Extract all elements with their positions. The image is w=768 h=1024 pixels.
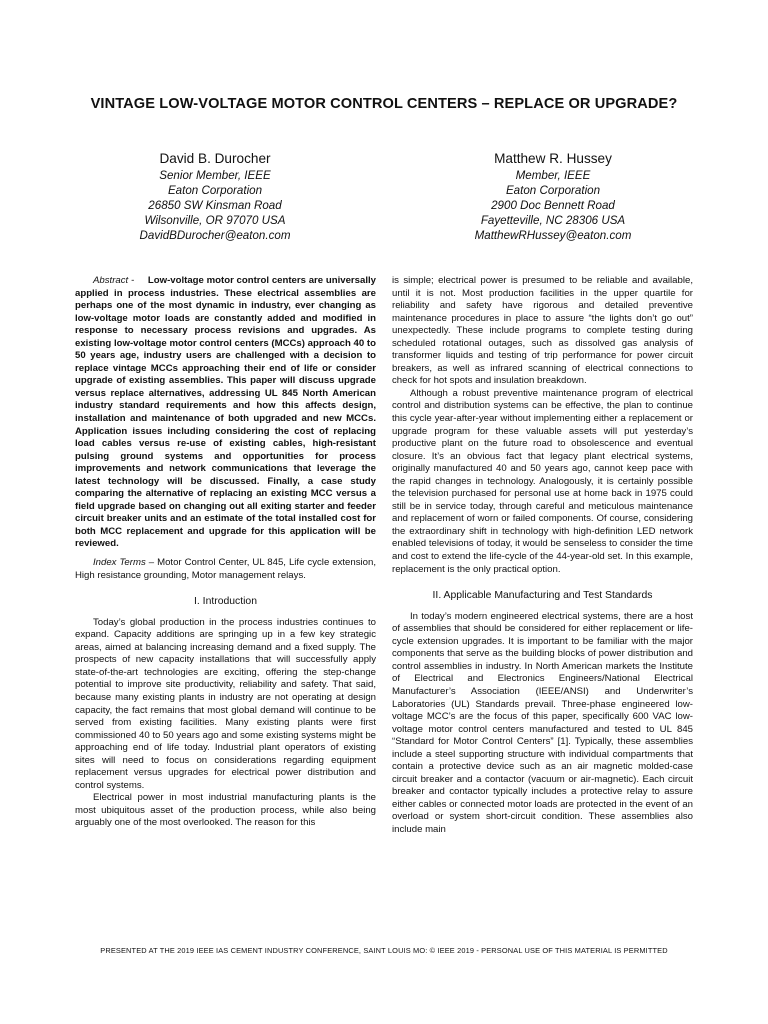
author-name: David B. Durocher <box>159 151 271 166</box>
left-column <box>75 275 376 830</box>
abstract-label: Abstract - <box>93 275 135 286</box>
author-city: Fayetteville, NC 28306 USA <box>480 214 626 228</box>
author-city: Wilsonville, OR 97070 USA <box>144 214 286 228</box>
section-heading-standards: II. Applicable Manufacturing and Test Standards <box>432 590 653 602</box>
author-street: 2900 Doc Bennett Road <box>491 199 615 213</box>
author-email: DavidBDurocher@eaton.com <box>139 229 291 243</box>
section-heading-introduction: I. Introduction <box>194 596 257 608</box>
body-paragraph: Electrical power in most industrial manufacturing plants is the most ubiquitous asset of the production process, while also being arguably one of the most overlooked. The reason for this <box>75 792 376 829</box>
conference-footer: PRESENTED AT THE 2019 IEEE IAS CEMENT INDUSTRY CONFERENCE, SAINT LOUIS MO: © IEEE 2019 - PERSONAL USE OF THIS MATERIAL IS PERMITTED <box>100 946 668 955</box>
body-paragraph: is simple; electrical power is presumed to be reliable and available, until it is not. Most production facilities in the upper quartile for reliability and safety have rigorous and detailed preventive maintenance procedures in place to assure “the lights don’t go out” unexpectedly. These include programs to complete testing during scheduled rotational outages, such as dissolved gas analysis of transformer liquids and testing of trip performance for power circuit breakers, as well as infrared scanning of electrical connections to check for hot spots and insulation breakdown. <box>392 275 693 387</box>
author-membership: Member, IEEE <box>515 169 591 182</box>
abstract <box>75 275 376 551</box>
body-paragraph: In today’s modern engineered electrical systems, there are a host of assemblies that should be considered for either replacement or life-cycle extension upgrades. It is important to be familiar with the major components that serve as the building blocks of power distribution and control assemblies in industry. In North American markets the Institute of Electrical and Electronics Engineers/National Electrical Manufacturer’s Association (IEEE/ANSI) and Underwriter’s Laboratories (UL) Standards prevail. Three-phase engineered low-voltage MCC’s are the focus of this paper, specifically 600 VAC low-voltage motor control centers manufactured and tested to UL 845 “Standard for Motor Control Centers” [1]. Typically, these assemblies include a steel supporting structure with individual compartments that contain a protective device such as an air magnetic molded-case circuit breaker and a contactor (vacuum or air-magnetic). Each circuit breaker and contactor typically includes a protective relay to assure either cables or connected motor loads are protected in the event of an overload or system short-circuit condition. These assemblies also include main <box>392 610 693 835</box>
author-email: MatthewRHussey@eaton.com <box>474 229 632 243</box>
index-terms <box>75 557 376 582</box>
index-terms-label: Index Terms <box>93 557 146 569</box>
author-street: 26850 SW Kinsman Road <box>148 199 282 213</box>
author-block-right <box>428 150 678 243</box>
body-paragraph: Although a robust preventive maintenance program of electrical control and distribution systems can be effective, the plan to continue this cycle year-after-year without implementing either a replacement or upgrade program for these valuable assets will put yesterday’s productive plant on the future road to obsolescence and eventual closure. It’s an obvious fact that legacy plant electrical systems, originally manufactured 40 and 50 years ago, cannot keep pace with the rapid changes in technology. Analogously, it is certainly possible the television purchased for personal use at home back in 1975 could still be in service today, through careful and meticulous maintenance and replacement of worn or failed components. Of course, considering the extraordinary shift in technology with high-definition LED network enabled televisions of today, it would be senseless to consider the time and cost to extend the life-cycle of the 44-year-old set. In this example, replacement is the only practical option. <box>392 387 693 575</box>
right-column <box>392 275 693 837</box>
paper-title: VINTAGE LOW-VOLTAGE MOTOR CONTROL CENTERS – REPLACE OR UPGRADE? <box>90 96 678 112</box>
index-terms-text: – Motor Control Center, UL 845, Life cycle extension, High resistance grounding, Motor management relays. <box>75 557 376 581</box>
abstract-text: Low-voltage motor control centers are universally applied in process industries. These electrical assemblies are perhaps one of the most dynamic in industry, ever changing as low-voltage motor loads are constantly added and modified in response to necessary process revisions and upgrades. As existing low-voltage motor control centers (MCCs) approach 40 to 50 years age, industry users are challenged with a decision to replace vintage MCCs approaching their end of life or consider upgrade of existing assemblies. This paper will discuss upgrade versus replace alternatives, addressing UL 845 North American industry standard requirements and how this affects design, installation and maintenance of both upgraded and new MCCs. Application issues including considering the cost of replacing load cables versus re-use of existing cables, high-resistant pulsing ground systems and opportunities for process improvements and network communications that leverage the latest technology will be discussed. Finally, a case study comparing the alternative of replacing an existing MCC versus a field upgrade based on changing out all exiting starter and feeder circuit breaker units and an estimate of the total installed cost for both MCC replacement and upgrade for this application will be reviewed. <box>75 275 376 550</box>
author-membership: Senior Member, IEEE <box>159 169 271 182</box>
author-company: Eaton Corporation <box>505 184 601 198</box>
author-block-left <box>90 150 340 243</box>
author-name: Matthew R. Hussey <box>494 151 612 166</box>
author-company: Eaton Corporation <box>167 184 263 198</box>
body-paragraph: Today’s global production in the process industries continues to expand. Capacity additions are springing up in a few key strategic areas, aimed at balancing increasing demand and a fixed supply. The prospects of new capacity installations that will successfully apply state-of-the-art technologies are exciting, offering the step-change potential to improve site productivity, reliability and safety. That said, because many existing plants in industry are not operating at design capacity, the fact remains that most global demand will continue to be served from existing facilities. Many existing plants were first commissioned 40 to 50 years ago and some existing systems might be approaching end of life today. Industrial plant operators of existing sites will need to focus on considerations regarding equipment replacement versus upgrades for electrical power distribution and control systems. <box>75 616 376 791</box>
